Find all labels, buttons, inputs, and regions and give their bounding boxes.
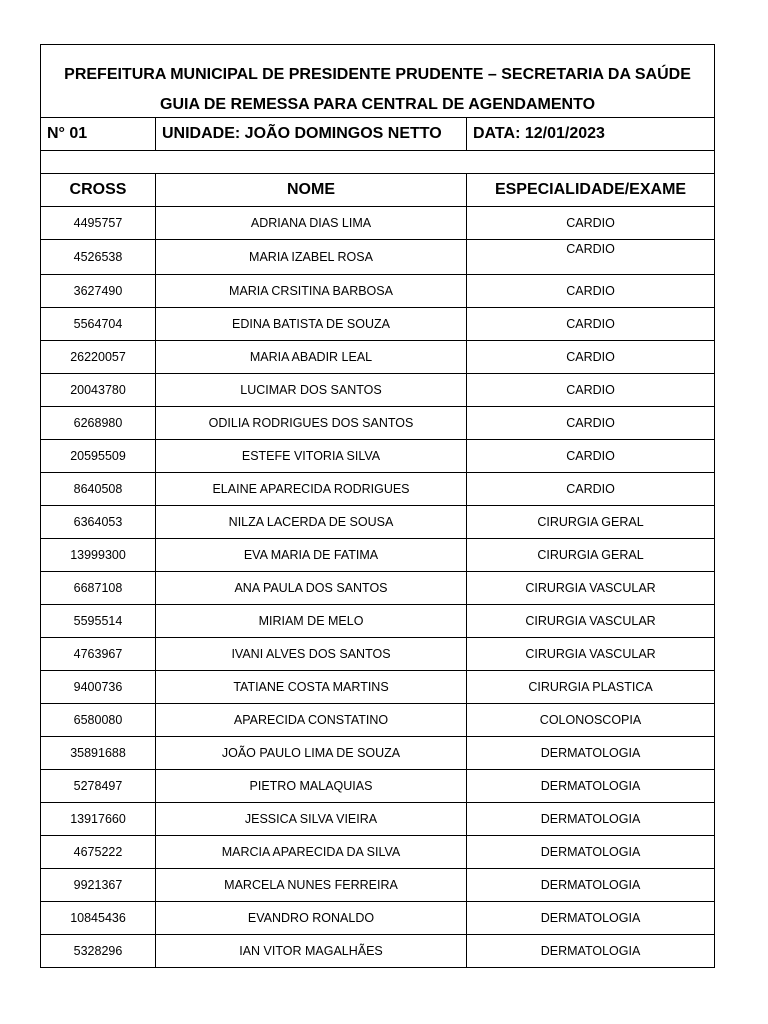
document-title xyxy=(41,45,715,118)
especialidade-cell: CARDIO xyxy=(467,440,715,473)
especialidade-cell: DERMATOLOGIA xyxy=(467,935,715,968)
especialidade-cell: CIRURGIA VASCULAR xyxy=(467,638,715,671)
especialidade-cell: CIRURGIA VASCULAR xyxy=(467,572,715,605)
table-row xyxy=(41,638,715,671)
date-label: DATA: 12/01/2023 xyxy=(467,118,715,151)
nome-cell: APARECIDA CONSTATINO xyxy=(156,704,467,737)
nome-cell: MARIA CRSITINA BARBOSA xyxy=(156,275,467,308)
column-header-nome: NOME xyxy=(156,174,467,207)
nome-cell: TATIANE COSTA MARTINS xyxy=(156,671,467,704)
cross-cell: 5564704 xyxy=(41,308,156,341)
cross-cell: 3627490 xyxy=(41,275,156,308)
nome-cell: LUCIMAR DOS SANTOS xyxy=(156,374,467,407)
especialidade-cell: DERMATOLOGIA xyxy=(467,770,715,803)
unidade-label: UNIDADE: JOÃO DOMINGOS NETTO xyxy=(156,118,467,151)
title-line-2: GUIA DE REMESSA PARA CENTRAL DE AGENDAMENTO xyxy=(160,96,596,113)
especialidade-cell: DERMATOLOGIA xyxy=(467,869,715,902)
table-row xyxy=(41,308,715,341)
guia-number: N° 01 xyxy=(41,118,156,151)
table-row xyxy=(41,275,715,308)
nome-cell: MARIA IZABEL ROSA xyxy=(156,240,467,275)
especialidade-cell: CARDIO xyxy=(467,374,715,407)
cross-cell: 6364053 xyxy=(41,506,156,539)
especialidade-cell: CIRURGIA VASCULAR xyxy=(467,605,715,638)
table-row xyxy=(41,836,715,869)
especialidade-cell: CIRURGIA GERAL xyxy=(467,506,715,539)
especialidade-cell: CARDIO xyxy=(467,341,715,374)
nome-cell: JESSICA SILVA VIEIRA xyxy=(156,803,467,836)
spacer-row xyxy=(41,151,715,174)
table-row xyxy=(41,902,715,935)
nome-cell: MARCELA NUNES FERREIRA xyxy=(156,869,467,902)
table-row xyxy=(41,935,715,968)
table-row xyxy=(41,473,715,506)
table-row xyxy=(41,207,715,240)
cross-cell: 26220057 xyxy=(41,341,156,374)
nome-cell: EVANDRO RONALDO xyxy=(156,902,467,935)
cross-cell: 35891688 xyxy=(41,737,156,770)
remessa-table xyxy=(40,44,715,968)
nome-cell: EDINA BATISTA DE SOUZA xyxy=(156,308,467,341)
nome-cell: EVA MARIA DE FATIMA xyxy=(156,539,467,572)
especialidade-cell: CARDIO xyxy=(467,308,715,341)
nome-cell: MARIA ABADIR LEAL xyxy=(156,341,467,374)
especialidade-cell: CIRURGIA GERAL xyxy=(467,539,715,572)
cross-cell: 13999300 xyxy=(41,539,156,572)
especialidade-cell: COLONOSCOPIA xyxy=(467,704,715,737)
cross-cell: 5278497 xyxy=(41,770,156,803)
nome-cell: NILZA LACERDA DE SOUSA xyxy=(156,506,467,539)
nome-cell: ODILIA RODRIGUES DOS SANTOS xyxy=(156,407,467,440)
cross-cell: 8640508 xyxy=(41,473,156,506)
nome-cell: MIRIAM DE MELO xyxy=(156,605,467,638)
table-row xyxy=(41,407,715,440)
table-row xyxy=(41,240,715,275)
table-row xyxy=(41,572,715,605)
especialidade-cell: DERMATOLOGIA xyxy=(467,902,715,935)
especialidade-cell: CARDIO xyxy=(467,407,715,440)
especialidade-cell: DERMATOLOGIA xyxy=(467,737,715,770)
table-row xyxy=(41,440,715,473)
table-row xyxy=(41,341,715,374)
table-row xyxy=(41,869,715,902)
table-row xyxy=(41,671,715,704)
cross-cell: 6687108 xyxy=(41,572,156,605)
title-line-1: PREFEITURA MUNICIPAL DE PRESIDENTE PRUDENTE – SECRETARIA DA SAÚDE xyxy=(64,66,691,83)
nome-cell: JOÃO PAULO LIMA DE SOUZA xyxy=(156,737,467,770)
table-row xyxy=(41,374,715,407)
cross-cell: 5328296 xyxy=(41,935,156,968)
table-row xyxy=(41,539,715,572)
table-row xyxy=(41,803,715,836)
nome-cell: IAN VITOR MAGALHÃES xyxy=(156,935,467,968)
cross-cell: 5595514 xyxy=(41,605,156,638)
cross-cell: 4495757 xyxy=(41,207,156,240)
nome-cell: ESTEFE VITORIA SILVA xyxy=(156,440,467,473)
nome-cell: PIETRO MALAQUIAS xyxy=(156,770,467,803)
nome-cell: ELAINE APARECIDA RODRIGUES xyxy=(156,473,467,506)
table-row xyxy=(41,770,715,803)
cross-cell: 10845436 xyxy=(41,902,156,935)
especialidade-cell: CARDIO xyxy=(467,473,715,506)
especialidade-cell: CIRURGIA PLASTICA xyxy=(467,671,715,704)
cross-cell: 4675222 xyxy=(41,836,156,869)
cross-cell: 20595509 xyxy=(41,440,156,473)
especialidade-cell: DERMATOLOGIA xyxy=(467,836,715,869)
especialidade-cell: CARDIO xyxy=(467,275,715,308)
cross-cell: 9921367 xyxy=(41,869,156,902)
cross-cell: 4763967 xyxy=(41,638,156,671)
table-row xyxy=(41,704,715,737)
table-row xyxy=(41,605,715,638)
especialidade-cell: CARDIO xyxy=(467,240,715,275)
cross-cell: 6580080 xyxy=(41,704,156,737)
table-row xyxy=(41,737,715,770)
column-header-cross: CROSS xyxy=(41,174,156,207)
table-row xyxy=(41,506,715,539)
nome-cell: IVANI ALVES DOS SANTOS xyxy=(156,638,467,671)
especialidade-cell: CARDIO xyxy=(467,207,715,240)
cross-cell: 9400736 xyxy=(41,671,156,704)
column-header-especialidade: ESPECIALIDADE/EXAME xyxy=(467,174,715,207)
nome-cell: MARCIA APARECIDA DA SILVA xyxy=(156,836,467,869)
cross-cell: 13917660 xyxy=(41,803,156,836)
especialidade-cell: DERMATOLOGIA xyxy=(467,803,715,836)
cross-cell: 4526538 xyxy=(41,240,156,275)
cross-cell: 20043780 xyxy=(41,374,156,407)
nome-cell: ADRIANA DIAS LIMA xyxy=(156,207,467,240)
nome-cell: ANA PAULA DOS SANTOS xyxy=(156,572,467,605)
cross-cell: 6268980 xyxy=(41,407,156,440)
